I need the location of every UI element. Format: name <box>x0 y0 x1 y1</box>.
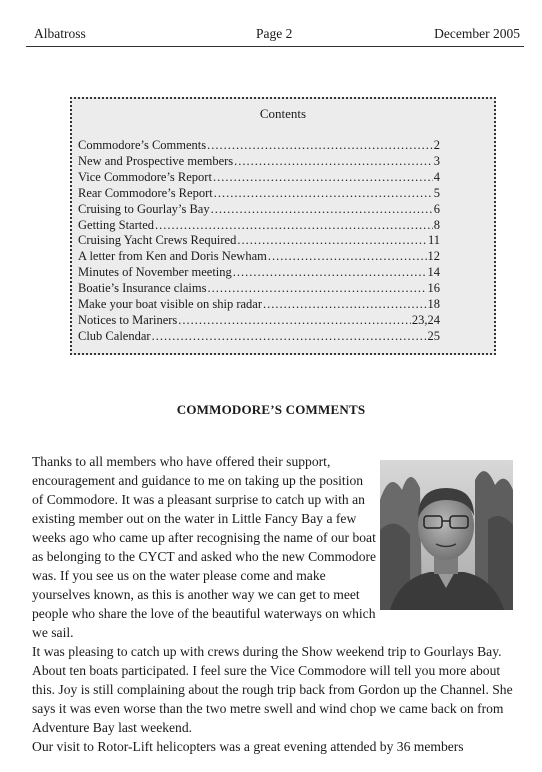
contents-entry-title: Make your boat visible on ship radar <box>78 297 262 312</box>
contents-entry-title: New and Prospective members <box>78 153 234 168</box>
contents-entry <box>72 265 494 281</box>
contents-entry <box>72 329 494 345</box>
contents-entry <box>72 313 494 329</box>
commodore-photo <box>380 460 513 610</box>
contents-entry <box>72 138 494 154</box>
contents-box <box>70 97 496 355</box>
header-rule <box>26 46 524 47</box>
issue-date: December 2005 <box>434 26 520 41</box>
contents-entry <box>72 297 494 313</box>
contents-entry-leader <box>234 154 433 170</box>
contents-entry-leader <box>178 313 411 329</box>
contents-entry <box>72 281 494 297</box>
contents-entry-page: 14 <box>427 265 440 280</box>
contents-entry-title: Club Calendar <box>78 328 151 343</box>
contents-entry <box>72 249 494 265</box>
contents-entry-title: A letter from Ken and Doris Newham <box>78 249 267 264</box>
page-number: Page 2 <box>256 26 293 41</box>
contents-entry <box>72 233 494 249</box>
contents-entry-leader <box>237 233 427 249</box>
contents-entry-page: 8 <box>433 217 440 232</box>
newsletter-name: Albatross <box>34 26 86 41</box>
contents-entry-page: 3 <box>433 153 440 168</box>
contents-entry <box>72 186 494 202</box>
section-heading: COMMODORE’S COMMENTS <box>176 402 366 417</box>
contents-entry-page: 23,24 <box>411 312 440 327</box>
contents-entry-title: Minutes of November meeting <box>78 265 232 280</box>
contents-entry-title: Getting Started <box>78 217 155 232</box>
contents-entry-leader <box>214 186 433 202</box>
contents-entry-title: Rear Commodore’s Report <box>78 185 213 200</box>
contents-entry-leader <box>213 170 433 186</box>
contents-entry-page: 12 <box>427 249 440 264</box>
contents-entry-title: Notices to Mariners <box>78 312 178 327</box>
contents-entry-leader <box>207 138 433 154</box>
contents-entry-page: 4 <box>433 169 440 184</box>
contents-entry-title: Cruising to Gourlay’s Bay <box>78 201 210 216</box>
article-paragraph-3: Our visit to Rotor-Lift helicopters was a great evening attended by 36 members <box>32 739 464 754</box>
article-paragraph-2: It was pleasing to catch up with crews during the Show weekend trip to Gourlays Bay. About ten boats participated. I feel sure the Vice Commodore will tell you more about this. Joy is still complaining about the rough trip back from Gordon up the Channel. She says it was even worse than the two metre swell and wind chop we came back on from Adventure Bay last weekend. <box>32 644 513 735</box>
contents-entry-leader <box>268 249 427 265</box>
article-paragraph-1: Thanks to all members who have offered their support, encouragement and guidance to me on taking up the position of Commodore. It was a pleasant surprise to catch up with an existing member out on the water in Little Fancy Bay a few weeks ago who came up after recognising the name of our boat as belonging to the CYCT and asked who the new Commodore was. If you see us on the water please come and make yourselves known, as this is another way we can get to meet people who share the love of the beautiful waterways on which we sail. <box>32 454 377 640</box>
contents-entry-leader <box>207 281 426 297</box>
contents-entry <box>72 202 494 218</box>
contents-entry-title: Commodore’s Comments <box>78 138 207 152</box>
contents-title: Contents <box>259 106 307 121</box>
contents-entry-leader <box>211 202 433 218</box>
contents-entry <box>72 170 494 186</box>
contents-entry-page: 25 <box>427 328 440 343</box>
contents-entry <box>72 218 494 234</box>
contents-entry-title: Cruising Yacht Crews Required <box>78 233 237 248</box>
contents-entry-title: Boatie’s Insurance claims <box>78 281 207 296</box>
contents-entry-leader <box>152 329 427 345</box>
contents-entry-leader <box>155 218 433 234</box>
page-header <box>34 26 520 44</box>
contents-entry-page: 2 <box>433 138 440 152</box>
contents-entry-page: 6 <box>433 201 440 216</box>
contents-entry-leader <box>233 265 427 281</box>
contents-entry-page: 16 <box>427 281 440 296</box>
contents-entry-leader <box>263 297 427 313</box>
contents-entry <box>72 154 494 170</box>
contents-entry-title: Vice Commodore’s Report <box>78 169 212 184</box>
portrait-image <box>380 460 513 610</box>
contents-entry-page: 11 <box>427 233 440 248</box>
contents-entry-page: 18 <box>427 297 440 312</box>
contents-entry-page: 5 <box>433 185 440 200</box>
contents-list <box>72 138 494 345</box>
